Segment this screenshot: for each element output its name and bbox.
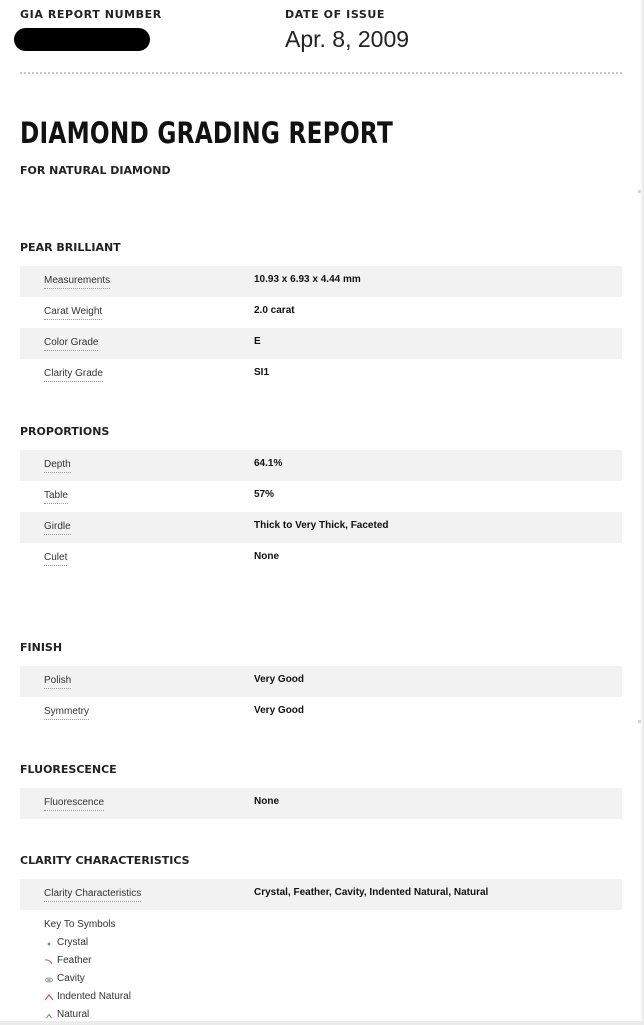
row-label[interactable]: Culet [44, 552, 67, 566]
section-title-proportions: PROPORTIONS [20, 425, 110, 438]
key-item-label: Indented Natural [57, 991, 131, 1002]
scroll-marker [638, 190, 641, 193]
row-label[interactable]: Measurements [44, 275, 110, 289]
date-of-issue-value: Apr. 8, 2009 [285, 26, 410, 52]
bottom-edge [0, 1021, 644, 1025]
row-label[interactable]: Color Grade [44, 337, 98, 351]
row-value: 2.0 carat [254, 305, 295, 316]
row-label[interactable]: Clarity Grade [44, 368, 103, 382]
row-label[interactable]: Polish [44, 675, 71, 689]
date-of-issue-label: DATE OF ISSUE [285, 8, 386, 21]
row-label[interactable]: Depth [44, 459, 71, 473]
key-item-label: Feather [57, 955, 92, 966]
row-value: Thick to Very Thick, Faceted [254, 520, 389, 531]
key-to-symbols-title: Key To Symbols [44, 919, 116, 930]
key-item-feather [44, 955, 91, 966]
redacted-report-number [14, 28, 150, 51]
key-item-natural [44, 1009, 89, 1020]
row-label[interactable]: Clarity Characteristics [44, 888, 141, 902]
row-value: 64.1% [254, 458, 283, 469]
section-title-clarity: CLARITY CHARACTERISTICS [20, 854, 190, 867]
section-title-shape: PEAR BRILLIANT [20, 241, 121, 254]
key-item-label: Natural [57, 1009, 90, 1020]
section-title-fluorescence: FLUORESCENCE [20, 763, 117, 776]
row-label[interactable]: Fluorescence [44, 797, 104, 811]
row-symmetry [20, 697, 622, 728]
row-label[interactable]: Girdle [44, 521, 71, 535]
feather-icon [44, 956, 54, 966]
key-item-cavity [44, 973, 85, 984]
key-item-crystal [44, 937, 88, 948]
scroll-marker [638, 720, 641, 723]
row-measurements [20, 266, 622, 297]
row-value: 57% [254, 489, 275, 500]
row-carat-weight [20, 297, 622, 328]
key-item-label: Crystal [57, 937, 89, 948]
row-fluorescence [20, 788, 622, 819]
row-clarity-grade [20, 359, 622, 390]
row-value: Very Good [254, 674, 305, 685]
right-edge-shadow [640, 0, 644, 1025]
row-value: Crystal, Feather, Cavity, Indented Natural, Natural [254, 887, 489, 898]
row-value: SI1 [254, 367, 270, 378]
key-item-indented-natural [44, 991, 131, 1002]
crystal-icon [44, 938, 54, 948]
report-number-label: GIA REPORT NUMBER [20, 8, 162, 21]
row-value: E [254, 336, 261, 347]
cavity-icon [44, 974, 54, 984]
row-depth [20, 450, 622, 481]
row-clarity-characteristics [20, 879, 622, 910]
row-value: None [254, 551, 279, 562]
row-culet [20, 543, 622, 574]
row-polish [20, 666, 622, 697]
row-label[interactable]: Carat Weight [44, 306, 102, 320]
row-label[interactable]: Symmetry [44, 706, 89, 720]
row-value: 10.93 x 6.93 x 4.44 mm [254, 274, 361, 285]
indented-natural-icon [44, 992, 54, 1002]
row-color-grade [20, 328, 622, 359]
row-label[interactable]: Table [44, 490, 68, 504]
row-girdle [20, 512, 622, 543]
header-divider [20, 72, 622, 74]
row-table [20, 481, 622, 512]
page-subtitle: FOR NATURAL DIAMOND [20, 164, 171, 177]
row-value: None [254, 796, 279, 807]
key-item-label: Cavity [57, 973, 85, 984]
section-title-finish: FINISH [20, 641, 63, 654]
row-value: Very Good [254, 705, 305, 716]
page-title: DIAMOND GRADING REPORT [20, 116, 394, 150]
natural-icon [44, 1010, 54, 1020]
